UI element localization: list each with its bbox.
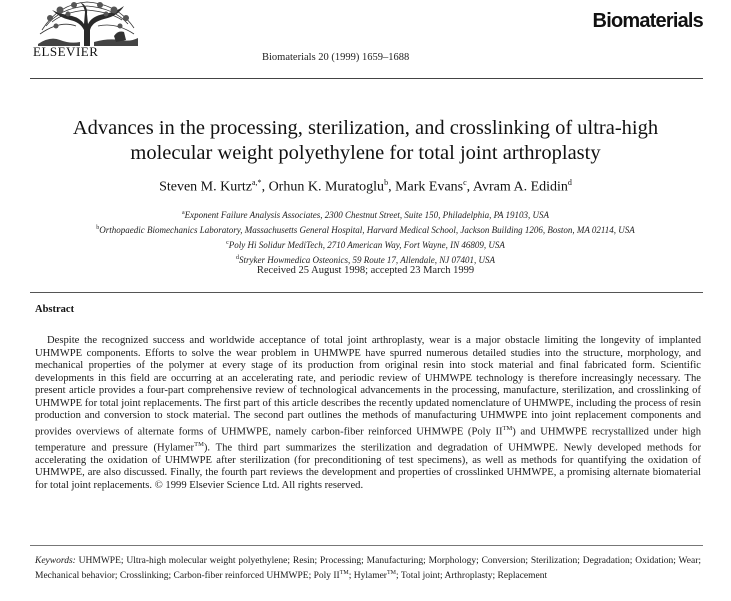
- keywords-divider: [30, 545, 703, 546]
- affiliation: $^c$Poly Hi Solidur MediTech, 2710 American Way, Fort Wayne, IN 46809, USA: [226, 240, 505, 250]
- affiliation-list: [20, 207, 711, 267]
- keywords-label: Keywords:: [35, 556, 76, 566]
- journal-citation: Biomaterials 20 (1999) 1659–1688: [262, 52, 410, 63]
- abstract-body: Despite the recognized success and worldwide acceptance of total joint arthroplasty, wear is a major obstacle limiting the longevity of implanted UHMWPE components. Efforts to solve the wear problem in UHMWPE have spurred numerous detailed studies into the structure, morphology, and mechanical properties of the polymer at every stage of its production from original resin into stock material and final fabricated form. Scientific developments in this field are occurring at an accelerating rate, and periodic review of UHMWPE technology is therefore increasingly necessary. The present article provides a four-part comprehensive review of technological advancements in the processing, manufacture, sterilization, and crosslinking of UHMWPE for total joint replacements. The first part of this article describes the recently updated nomenclature of UHMWPE, including the process of resin production and conversion to stock material. The second part outlines the methods of manufacturing UHMWPE into joint replacement components and provides overviews of alternate forms of UHMWPE, namely carbon-fiber reinforced UHMWPE (Poly II™) and UHMWPE recrystallized under high temperature and pressure (Hylamer™). The third part summarizes the sterilization and degradation of UHMWPE. Newly developed methods for accelerating the oxidation of UHMWPE after sterilization (for preconditioning of test specimens), as well as methods for quantifying the oxidation of UHMWPE, are also discussed. Finally, the fourth part reviews the development and properties of crosslinked UHMWPE, a promising alternate biomaterial for total joint replacements. © 1999 Elsevier Science Ltd. All rights reserved.: [35, 335, 702, 491]
- article-title-line-1: Advances in the processing, sterilization, and crosslinking of ultra-high: [72, 117, 659, 139]
- abstract-heading: Abstract: [35, 304, 75, 315]
- affiliation: $^a$Exponent Failure Analysis Associates, 2300 Chestnut Street, Suite 150, Philadelphia, PA 19103, USA: [181, 210, 550, 220]
- trademark-mark: TM: [502, 424, 513, 432]
- trademark-mark: TM: [339, 570, 349, 576]
- header-divider: [30, 78, 703, 79]
- author-affiliation-marker: d: [567, 178, 572, 187]
- author-affiliation-marker: b: [384, 178, 389, 187]
- author-affiliation-marker: c: [463, 178, 467, 187]
- affiliation: $^d$Stryker Howmedica Osteonics, 59 Route 17, Allendale, NJ 07401, USA: [235, 255, 496, 265]
- trademark-mark: TM: [386, 570, 396, 576]
- article-title: [20, 116, 711, 166]
- author-name: Steven M. Kurtz: [159, 179, 252, 195]
- article-title-line-2: molecular weight polyethylene for total joint arthroplasty: [130, 142, 601, 164]
- abstract-divider: [30, 292, 703, 293]
- trademark-mark: TM: [194, 440, 204, 448]
- affiliation: $^b$Orthopaedic Biomechanics Laboratory, Massachusetts General Hospital, Harvard Medical School, Jackson Building 1206, Boston, MA 02114, USA: [96, 225, 635, 235]
- author-affiliation-marker: a,*: [252, 178, 262, 187]
- publisher-name: ELSEVIER: [33, 44, 99, 59]
- author-name: Orhun K. Muratoglu: [268, 179, 385, 195]
- author-list: Steven M. Kurtz$^{a,*}$, Orhun K. Muratoglu$^b$, Mark Evans$^c$, Avram A. Edidin$^d$: [159, 178, 572, 195]
- received-dates: Received 25 August 1998; accepted 23 March 1999: [256, 265, 475, 276]
- author-name: Avram A. Edidin: [472, 179, 568, 195]
- keywords: Keywords: UHMWPE; Ultra-high molecular weight polyethylene; Resin; Processing; Manufacturing; Morphology; Conversion; Sterilization; Degradation; Oxidation; Wear; Mechanical behavior; Crosslinking; Carbon-fiber reinforced UHMWPE; Poly II™; Hylamer™; Total joint; Arthroplasty; Replacement: [35, 556, 701, 582]
- journal-name: Biomaterials: [592, 10, 703, 32]
- author-name: Mark Evans: [395, 179, 464, 195]
